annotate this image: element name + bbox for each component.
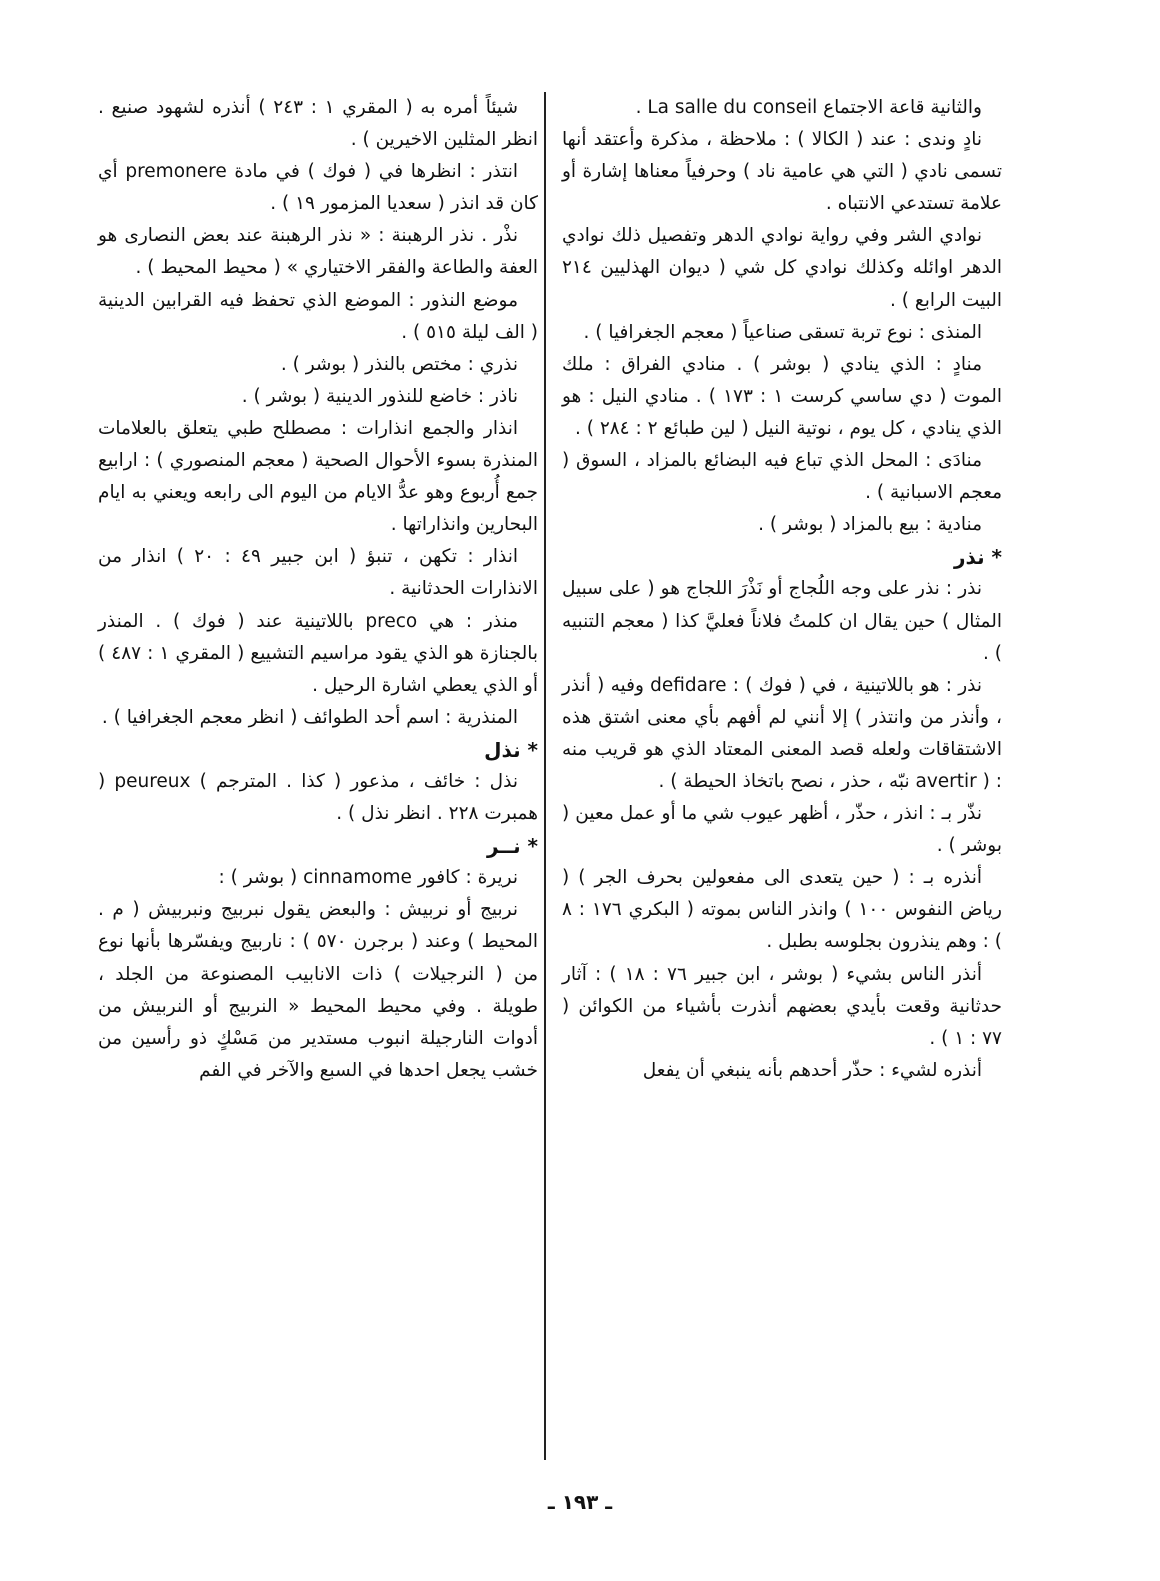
entry-heading: * نذر	[954, 545, 1002, 570]
left-column	[98, 92, 538, 1087]
entry-paragraph: نذّر بـ : انذر ، حذّر ، أظهر عيوب شي ما أو عمل معين ( بوشر ) .	[562, 803, 1002, 857]
entry-paragraph: انذار : تكهن ، تنبؤ ( ابن جبير ٤٩ : ٢٠ ) انذار من الانذارات الحدثانية .	[98, 546, 538, 600]
entry-paragraph: المنذرية : اسم أحد الطوائف ( انظر معجم الجغرافيا ) .	[101, 706, 518, 728]
entry-paragraph: أنذر الناس بشيء ( بوشر ، ابن جبير ٧٦ : ١٨ ) : آثار حدثانية وقعت بأيدي بعضهم أنذرت بأشياء من الكوائن ( ٧٧ : ١ ) .	[562, 963, 1002, 1049]
entry-paragraph: منادَى : المحل الذي تباع فيه البضائع بالمزاد ، السوق ( معجم الاسبانية ) .	[562, 450, 1002, 504]
entry-paragraph: نربيج أو نربيش : والبعض يقول نبربيج ونبربيش ( م . المحيط ) وعند ( برجرن ٥٧٠ ) : ناربيج ويفسّرها بأنها نوع من ( النرجيلات ) ذات الانابيب المصنوعة من الجلد ، طويلة . وفي محيط المحيط « النربيج أو النربيش من أدوات النارجيلة انبوب مستدير من مَسْكٍ ذو رأسين من خشب يجعل احدها في السبع والآخر في الفم	[98, 899, 539, 1081]
entry-paragraph: المنذى : نوع تربة تسقى صناعياً ( معجم الجغرافيا ) .	[583, 321, 982, 343]
entry-paragraph: أنذره بـ : ( حين يتعدى الى مفعولين بحرف الجر ) ( رياض النفوس ١٠٠ ) وانذر الناس بموته ( البكري ١٧٦ : ٨ ) : وهم ينذرون بجلوسه بطبل .	[562, 867, 1002, 953]
entry-paragraph: ناذر : خاضع للنذور الدينية ( بوشر ) .	[241, 385, 518, 407]
entry-paragraph: أنذره لشيء : حذّر أحدهم بأنه ينبغي أن يفعل	[642, 1059, 982, 1081]
entry-paragraph: نذل : خائف ، مذعور ( كذا . المترجم ) peureux ( همبرت ٢٢٨ . انظر نذل ) .	[98, 770, 538, 825]
entry-paragraph: نذْر . نذر الرهبنة : « نذر الرهبنة عند بعض النصارى هو العفة والطاعة والفقر الاختياري » ( محيط المحيط ) .	[98, 225, 538, 279]
entry-paragraph: نذر : نذر على وجه اللُجاج أو نَذْرَ اللجاج هو ( على سبيل المثال ) حين يقال ان كلمتُ فلاناً فعليَّ كذا ( معجم التنبيه ) .	[562, 578, 1002, 664]
entry-paragraph: انتذر : انظرها في ( فوك ) في مادة premonere أي كان قد انذر ( سعديا المزمور ١٩ ) .	[98, 161, 538, 215]
entry-paragraph: نذر : هو باللاتينية ، في ( فوك ) : defidare وفيه ( أنذر ، وأنذر من وانتذر ) إلا أنني لم أفهم بأي معنى اشتق هذه الاشتقاقات ولعله قصد المعنى المعتاد الذي هو قريب منه : ( avertir نبّه ، حذر ، نصح باتخاذ الحيطة ) .	[562, 674, 1002, 792]
entry-paragraph: موضع النذور : الموضع الذي تحفظ فيه القرابين الدينية ( الف ليلة ٥١٥ ) .	[98, 289, 538, 343]
entry-heading: * نذل	[484, 737, 538, 762]
entry-paragraph: نذري : مختص بالنذر ( بوشر ) .	[280, 353, 518, 375]
entry-paragraph: والثانية قاعة الاجتماع La salle du conseil .	[635, 97, 982, 118]
entry-paragraph: انذار والجمع انذارات : مصطلح طبي يتعلق بالعلامات المنذرة بسوء الأحوال الصحية ( معجم المنصوري ) : ارابيع جمع أُربوع وهو عدُّ الايام من اليوم الى رابعه ويعني به ايام البحارين وانذاراتها .	[98, 417, 538, 536]
right-column	[562, 92, 1002, 1087]
page-number: ـ ١٩٣ ـ	[547, 1490, 613, 1514]
column-divider	[544, 92, 546, 1460]
entry-paragraph: منذر : هي preco باللاتينية عند ( فوك ) . المنذر بالجنازة هو الذي يقود مراسيم التشييع ( المقري ١ : ٤٨٧ ) أو الذي يعطي اشارة الرحيل .	[98, 610, 538, 696]
entry-heading: * نــر	[486, 834, 538, 859]
entry-paragraph: نريرة : كافور cinnamome ( بوشر ) :	[218, 867, 518, 889]
entry-paragraph: نادٍ وندى : عند ( الكالا ) : ملاحظة ، مذكرة وأعتقد أنها تسمى نادي ( التي هي عامية ناد ) وحرفياً معناها إشارة أو علامة تستدعي الانتباه .	[562, 129, 1002, 215]
entry-paragraph: منادٍ : الذي ينادي ( بوشر ) . منادي الفراق : ملك الموت ( دي ساسي كرست ١ : ١٧٣ ) . منادي النيل : هو الذي ينادي ، كل يوم ، نوتية النيل ( لين طبائع ٢ : ٢٨٤ ) .	[562, 353, 1003, 439]
entry-paragraph: منادية : بيع بالمزاد ( بوشر ) .	[758, 514, 982, 536]
entry-paragraph: نوادي الشر وفي رواية نوادي الدهر وتفصيل ذلك نوادي الدهر اوائله وكذلك نوادي كل شي ( ديوان الهذليين ٢١٤ البيت الرابع ) .	[562, 225, 1002, 311]
entry-paragraph: شيئاً أمره به ( المقري ١ : ٢٤٣ ) أنذره لشهود صنيع . انظر المثلين الاخيرين ) .	[98, 97, 538, 151]
